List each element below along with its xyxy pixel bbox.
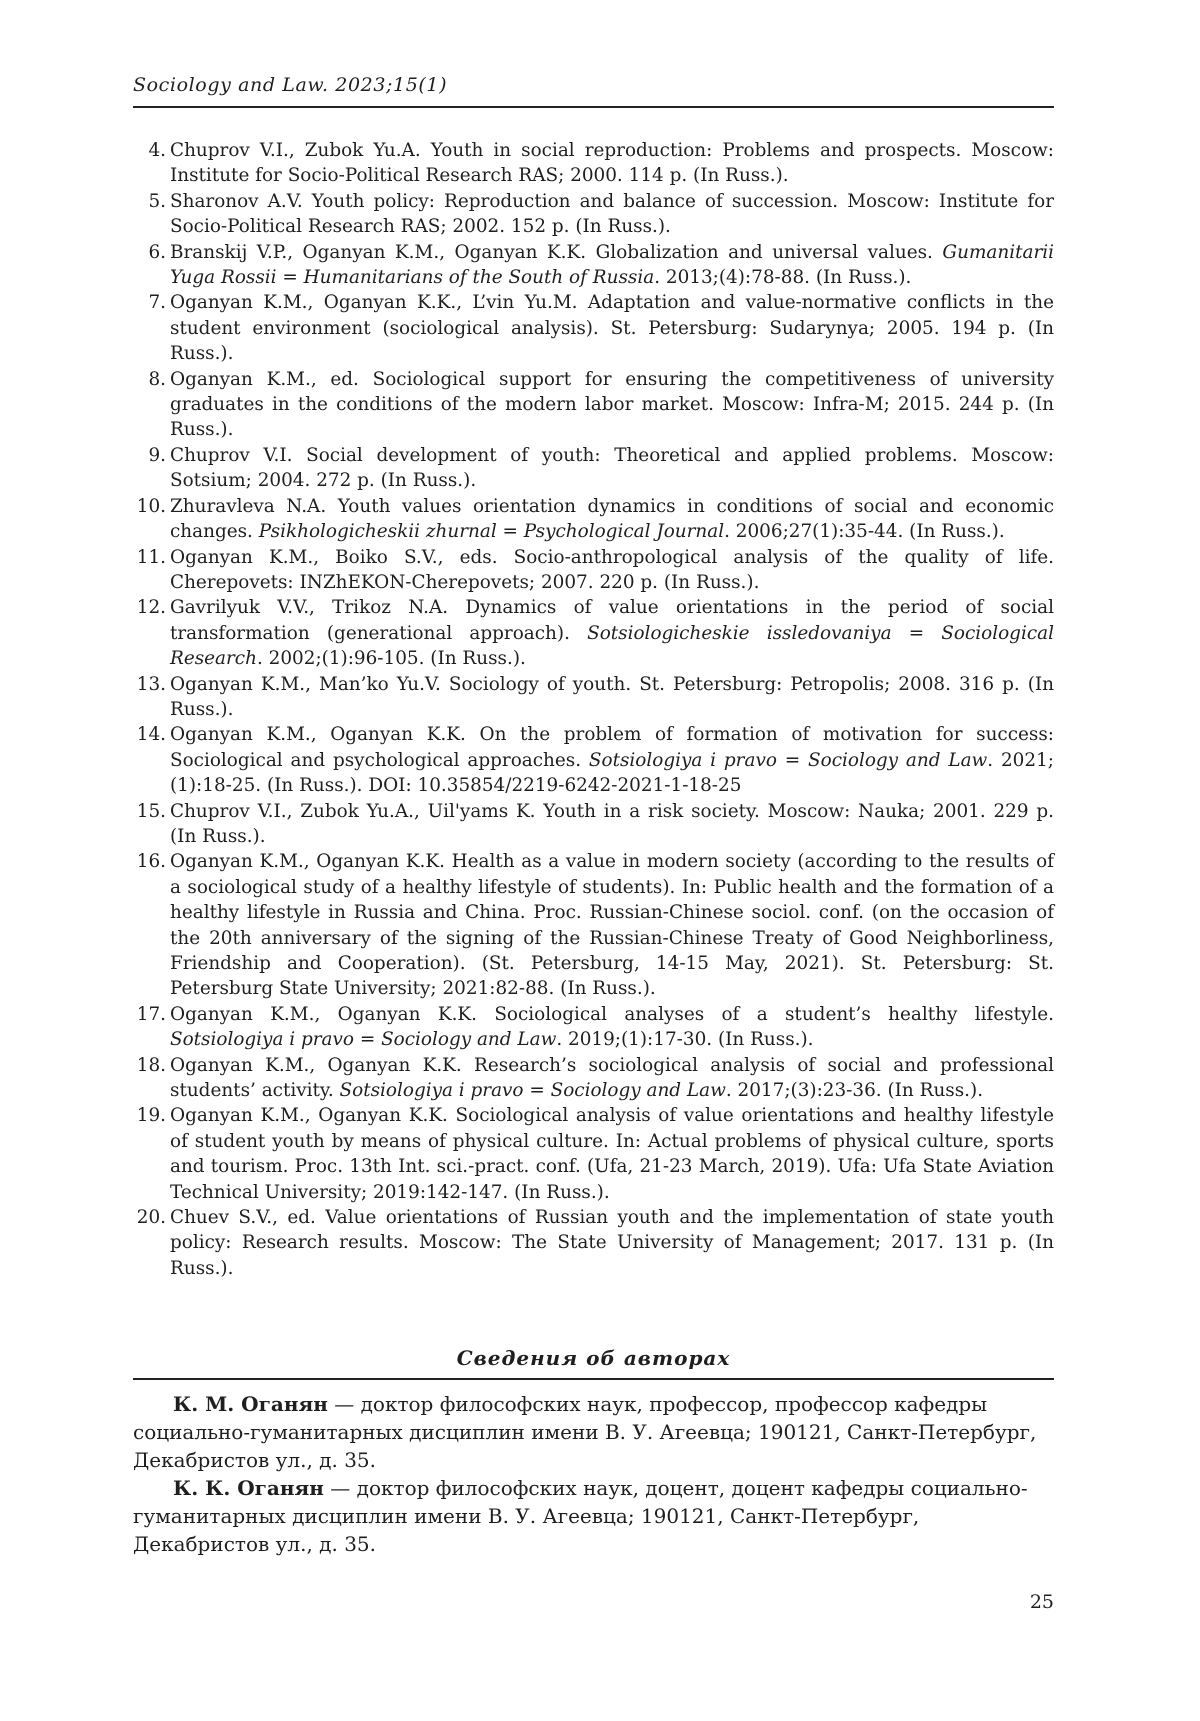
- reference-source-title: Sotsiologiya i pravo = Sociology and Law: [589, 750, 987, 771]
- reference-item: [128, 1103, 1054, 1205]
- reference-number: 18.: [128, 1053, 166, 1078]
- reference-text: Gavrilyuk V.V., Trikoz N.A. Dynamics of value orientations in the period of social transformation (generational approach).: [170, 597, 1054, 643]
- running-header: [133, 72, 1054, 108]
- reference-item: [128, 1053, 1054, 1104]
- reference-item: [128, 722, 1054, 798]
- reference-text: Oganyan K.M., Oganyan K.K. On the problem of formation of motivation for success: Sociological and psychological approaches.: [170, 724, 1054, 770]
- reference-item: [128, 545, 1054, 596]
- reference-number: 11.: [128, 545, 166, 570]
- reference-item: [128, 290, 1054, 366]
- reference-text: Oganyan K.M., Boiko S.V., eds. Socio-anthropological analysis of the quality of life. Cherepovets: INZhEKON-Cherepovets; 2007. 220 p. (In Russ.).: [170, 547, 1054, 593]
- reference-item: [128, 799, 1054, 850]
- reference-number: 10.: [128, 494, 166, 519]
- reference-item: [128, 849, 1054, 1001]
- reference-text: Sharonov A.V. Youth policy: Reproduction and balance of succession. Moscow: Institute for Socio-Political Research RAS; 2002. 152 p. (In Russ.).: [170, 191, 1054, 237]
- reference-text: Chuprov V.I., Zubok Yu.A. Youth in social reproduction: Problems and prospects. Moscow: Institute for Socio-Political Research RAS; 2000. 114 p. (In Russ.).: [170, 140, 1054, 186]
- reference-number: 9.: [128, 443, 166, 468]
- reference-item: [128, 494, 1054, 545]
- reference-number: 8.: [128, 367, 166, 392]
- reference-text: . 2019;(1):17-30. (In Russ.).: [556, 1029, 813, 1050]
- journal-page: [0, 0, 1200, 1721]
- reference-number: 15.: [128, 799, 166, 824]
- authors-section: [133, 1346, 1054, 1558]
- reference-number: 13.: [128, 672, 166, 697]
- reference-number: 19.: [128, 1103, 166, 1128]
- reference-text: Oganyan K.M., Oganyan K.K., L’vin Yu.M. Adaptation and value-normative conflicts in the student environment (sociological analysis). St. Petersburg: Sudarynya; 2005. 194 p. (In Russ.).: [170, 292, 1054, 364]
- reference-source-title: Sotsiologiya i pravo = Sociology and Law: [170, 1029, 556, 1050]
- reference-text: . 2006;27(1):35-44. (In Russ.).: [724, 521, 1005, 542]
- reference-item: [128, 672, 1054, 723]
- author-details: — доктор философских наук, доцент, доцент кафедры социально-гуманитарных дисциплин имени В. У. Агеевца; 190121, Санкт-Петербург, Декабристов ул., д. 35.: [133, 1476, 1028, 1556]
- reference-text: . 2002;(1):96-105. (In Russ.).: [257, 648, 526, 669]
- reference-text: Oganyan K.M., Oganyan K.K. Research’s sociological analysis of social and professional students’ activity.: [170, 1055, 1054, 1101]
- author-name: К. К. Оганян: [173, 1476, 324, 1500]
- reference-item: [128, 189, 1054, 240]
- authors-section-title: Сведения об авторах: [133, 1346, 1054, 1380]
- reference-text: Oganyan K.M., Oganyan K.K. Sociological analysis of value orientations and healthy lifestyle of student youth by means of physical culture. In: Actual problems of physical culture, sports and tourism. Proc. 13th Int. sci.-pract. conf. (Ufa, 21-23 March, 2019). Ufa: Ufa State Aviation Technical University; 2019:142-147. (In Russ.).: [170, 1105, 1054, 1202]
- author-name: К. М. Оганян: [173, 1392, 328, 1416]
- reference-list: [128, 138, 1054, 1281]
- reference-text: Chuprov V.I., Zubok Yu.A., Uil'yams K. Youth in a risk society. Moscow: Nauka; 2001. 229 p. (In Russ.).: [170, 801, 1054, 847]
- reference-source-title: Gumanitarii Yuga Rossii = Humanitarians of the South of Russia: [170, 242, 1054, 288]
- journal-citation: Sociology and Law. 2023;15(1): [133, 74, 447, 96]
- reference-item: [128, 240, 1054, 291]
- reference-item: [128, 367, 1054, 443]
- reference-number: 20.: [128, 1205, 166, 1230]
- reference-text: . 2013;(4):78-88. (In Russ.).: [654, 267, 911, 288]
- reference-item: [128, 595, 1054, 671]
- reference-number: 6.: [128, 240, 166, 265]
- author-entry: [133, 1474, 1054, 1558]
- reference-text: Branskij V.P., Oganyan K.M., Oganyan K.K. Globalization and universal values.: [170, 242, 942, 263]
- reference-source-title: Psikhologicheskii zhurnal = Psychological Journal: [259, 521, 724, 542]
- reference-text: Oganyan K.M., Oganyan K.K. Health as a value in modern society (according to the results of a sociological study of a healthy lifestyle of students). In: Public health and the formation of a healthy lifestyle in Russia and China. Proc. Russian-Chinese sociol. conf. (on the occasion of the 20th anniversary of the signing of the Russian-Chinese Treaty of Good Neighborliness, Friendship and Cooperation). (St. Petersburg, 14-15 May, 2021). St. Petersburg: St. Petersburg State University; 2021:82-88. (In Russ.).: [170, 851, 1054, 999]
- reference-text: Oganyan K.M., ed. Sociological support for ensuring the competitiveness of university graduates in the conditions of the modern labor market. Moscow: Infra-M; 2015. 244 p. (In Russ.).: [170, 369, 1054, 441]
- reference-number: 16.: [128, 849, 166, 874]
- reference-number: 5.: [128, 189, 166, 214]
- reference-text: Oganyan K.M., Oganyan K.K. Sociological analyses of a student’s healthy lifestyle.: [170, 1004, 1054, 1025]
- author-entry: [133, 1390, 1054, 1474]
- reference-item: [128, 1002, 1054, 1053]
- page-number: 25: [1020, 1591, 1054, 1613]
- reference-item: [128, 138, 1054, 189]
- reference-text: Chuprov V.I. Social development of youth: Theoretical and applied problems. Moscow: Sotsium; 2004. 272 p. (In Russ.).: [170, 445, 1054, 491]
- reference-item: [128, 443, 1054, 494]
- reference-text: Oganyan K.M., Man’ko Yu.V. Sociology of youth. St. Petersburg: Petropolis; 2008. 316 p. (In Russ.).: [170, 674, 1054, 720]
- reference-number: 7.: [128, 290, 166, 315]
- reference-text: Chuev S.V., ed. Value orientations of Russian youth and the implementation of state youth policy: Research results. Moscow: The State University of Management; 2017. 131 p. (In Russ.).: [170, 1207, 1054, 1279]
- reference-number: 14.: [128, 722, 166, 747]
- reference-number: 17.: [128, 1002, 166, 1027]
- reference-text: . 2017;(3):23-36. (In Russ.).: [726, 1080, 983, 1101]
- author-details: — доктор философских наук, профессор, профессор кафедры социально-гуманитарных дисциплин имени В. У. Агеевца; 190121, Санкт-Петербург, Декабристов ул., д. 35.: [133, 1392, 1036, 1472]
- reference-number: 12.: [128, 595, 166, 620]
- reference-source-title: Sotsiologicheskie issledovaniya = Sociological Research: [170, 623, 1054, 669]
- reference-number: 4.: [128, 138, 166, 163]
- reference-text: Zhuravleva N.A. Youth values orientation dynamics in conditions of social and economic changes.: [170, 496, 1054, 542]
- reference-text: . 2021;(1):18-25. (In Russ.). DOI: 10.35854/2219-6242-2021-1-18-25: [170, 750, 1054, 796]
- reference-source-title: Sotsiologiya i pravo = Sociology and Law: [340, 1080, 726, 1101]
- reference-item: [128, 1205, 1054, 1281]
